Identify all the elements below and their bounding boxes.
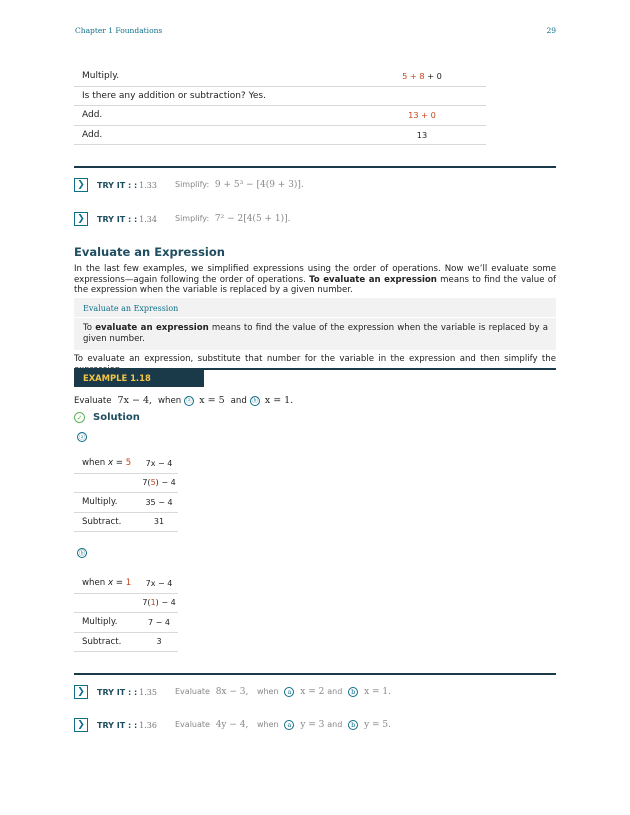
try-it-label: TRY IT : : — [97, 687, 138, 697]
solution-table-b — [74, 574, 178, 652]
check-circle-icon[interactable]: ✓ — [74, 412, 85, 423]
page-number: 29 — [546, 26, 556, 35]
try-it-1-36 — [74, 718, 392, 732]
step-label: Is there any addition or subtraction? Yes. — [82, 90, 266, 101]
definition-box — [74, 298, 556, 350]
part-b-icon: b — [348, 687, 358, 697]
table-row: 7(1) − 4 — [74, 594, 178, 614]
try-it-number: 1.36 — [139, 720, 157, 730]
chevron-right-icon[interactable]: ❯ — [74, 178, 88, 192]
part-a-icon: ⓐ — [185, 396, 193, 405]
step-expression: 5 + 8 + 0 — [402, 71, 442, 82]
try-it-problem: Evaluate 8x − 3, when a x = 2 and b x = 1. — [175, 686, 391, 697]
try-it-1-35 — [74, 685, 391, 699]
solution-heading: ✓ Solution — [74, 412, 140, 423]
part-b-icon: ⓑ — [251, 396, 259, 405]
table-row: Subtract. 3 — [74, 633, 178, 653]
example-label: EXAMPLE 1.18 — [74, 368, 204, 387]
try-it-label: TRY IT : : — [97, 180, 138, 190]
table-row: when x = 5 7x − 4 — [74, 454, 178, 474]
section-heading: Evaluate an Expression — [74, 245, 225, 259]
chevron-right-icon[interactable]: ❯ — [74, 685, 88, 699]
intro-paragraph: In the last few examples, we simplified expressions using the order of operations. Now we’ll evaluate some expressions—again following the order of operations. To evaluate an expression means to find the value of the expression when the variable is replaced by a given number. — [74, 264, 557, 296]
chevron-right-icon[interactable]: ❯ — [74, 212, 88, 226]
example-statement: Evaluate 7x − 4, when ⓐ x = 5 and ⓑ x = 1. — [74, 395, 294, 406]
step-label: Multiply. — [82, 71, 120, 82]
step-label: Add. — [82, 129, 103, 140]
table-row: Multiply. 35 − 4 — [74, 493, 178, 513]
running-header-chapter: Chapter 1 Foundations — [75, 26, 163, 35]
step-expression: 13 — [416, 129, 428, 140]
try-it-label: TRY IT : : — [97, 720, 138, 730]
table-row: Multiply. 7 − 4 — [74, 613, 178, 633]
section-divider — [74, 166, 556, 168]
section-divider — [74, 673, 556, 675]
table-row: Subtract. 31 — [74, 513, 178, 533]
step-expression: 13 + 0 — [408, 110, 436, 121]
part-a-icon: a — [284, 687, 294, 697]
definition-title: Evaluate an Expression — [83, 304, 179, 313]
try-it-1-34 — [74, 212, 291, 226]
solution-table-a — [74, 454, 178, 532]
try-it-1-33 — [74, 178, 304, 192]
part-a-icon: a — [284, 720, 294, 730]
step-label: Add. — [82, 110, 103, 121]
table-row — [74, 67, 486, 87]
table-row — [74, 87, 486, 107]
definition-text: To evaluate an expression means to find the value of the expression when the variable is replaced by a given number. — [83, 323, 548, 344]
table-row — [74, 126, 486, 146]
chevron-right-icon[interactable]: ❯ — [74, 718, 88, 732]
table-row: 7(5) − 4 — [74, 474, 178, 494]
table-row: when x = 1 7x − 4 — [74, 574, 178, 594]
try-it-problem: Evaluate 4y − 4, when a y = 3 and b y = 5. — [175, 719, 392, 730]
part-b-icon: ⓑ — [78, 548, 86, 557]
table-row — [74, 106, 486, 126]
worked-steps-table — [74, 67, 486, 145]
part-a-icon: ⓐ — [78, 432, 86, 441]
try-it-number: 1.34 — [139, 214, 157, 224]
try-it-label: TRY IT : : — [97, 214, 138, 224]
part-b-icon: b — [348, 720, 358, 730]
try-it-number: 1.33 — [139, 180, 157, 190]
try-it-problem: Simplify: 9 + 5³ − [4(9 + 3)]. — [175, 180, 304, 190]
try-it-number: 1.35 — [139, 687, 157, 697]
try-it-problem: Simplify: 7² − 2[4(5 + 1)]. — [175, 214, 291, 224]
procedure-text: To evaluate an expression, substitute that number for the variable in the expression and then simplify the — [74, 354, 556, 364]
